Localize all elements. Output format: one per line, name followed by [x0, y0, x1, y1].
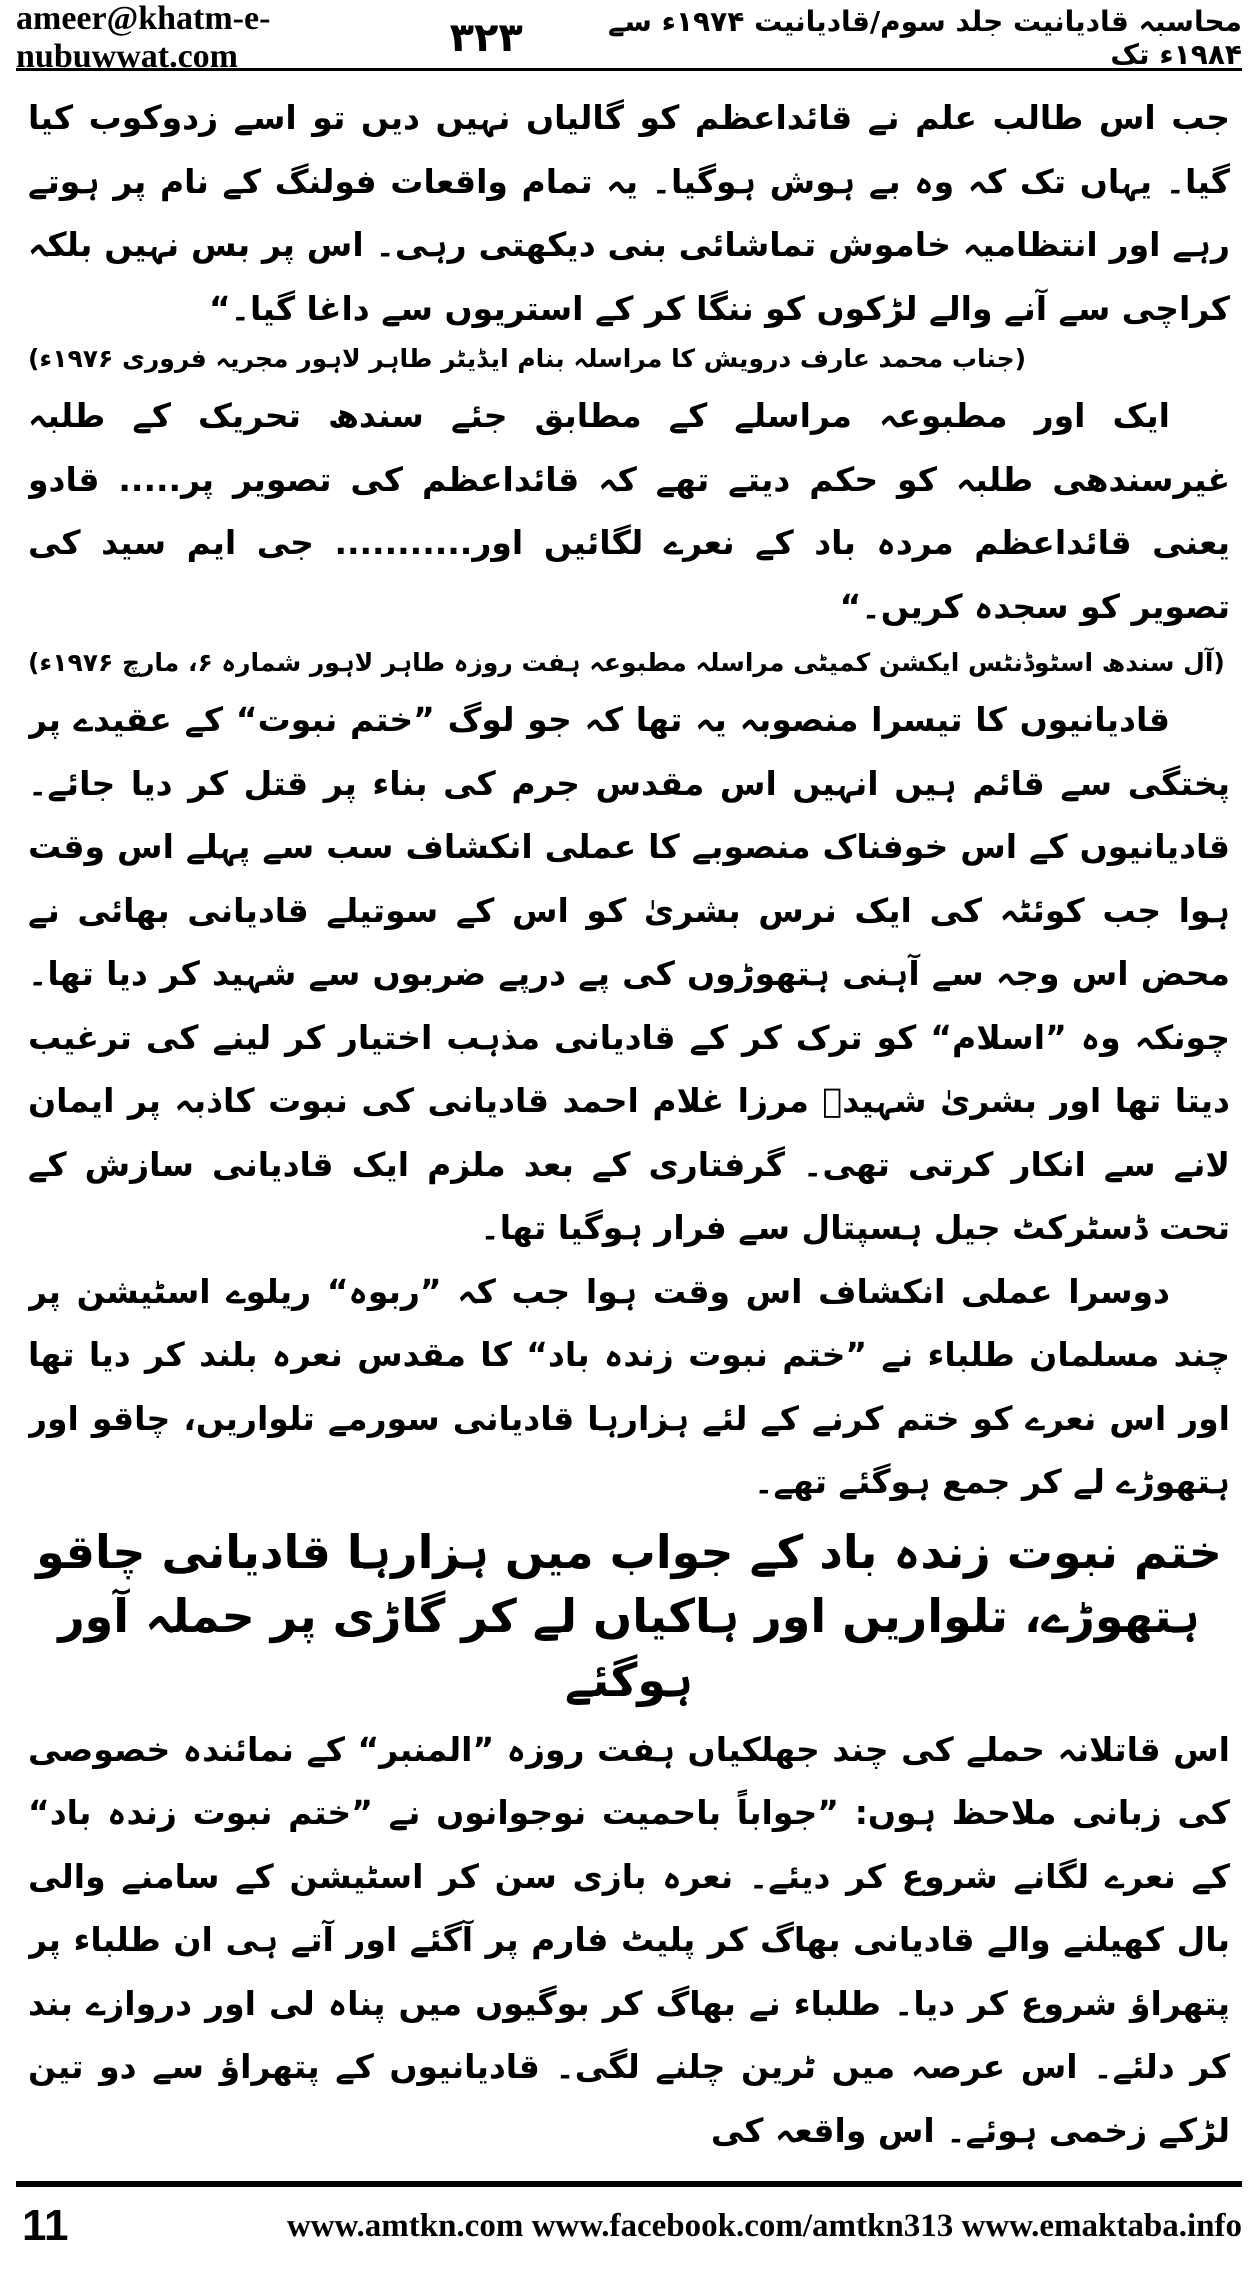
- paragraph-1: جب اس طالب علم نے قائداعظم کو گالیاں نہیں دیں تو اسے زدوکوب کیا گیا۔ یہاں تک کہ وہ بے ہوش ہوگیا۔ یہ تمام واقعات فولنگ کے نام پر ہوتے رہے اور انتظامیہ خاموش تماشائی بنی دیکھتی رہی۔ اس پر بس نہیں بلکہ کراچی سے آنے والے لڑکوں کو ننگا کر کے استریوں سے داغا گیا۔“: [28, 98, 1230, 328]
- footer-links[interactable]: www.amtkn.com www.facebook.com/amtkn313 www.emaktaba.info: [286, 2207, 1242, 2244]
- header-title-group: [450, 5, 1242, 71]
- footer-page-number: 11: [22, 2201, 69, 2250]
- paragraph-2: ایک اور مطبوعہ مراسلے کے مطابق جئے سندھ تحریک کے طلبہ غیرسندھی طلبہ کو حکم دیتے تھے کہ قائداعظم کی تصویر پر..... قادو یعنی قائداعظم مردہ باد کے نعرے لگائیں اور........... جی ایم سید کی تصویر کو سجدہ کریں۔“: [28, 396, 1230, 626]
- section-heading: ختم نبوت زندہ باد کے جواب میں ہزارہا قادیانی چاقو ہتھوڑے، تلواریں اور ہاکیاں لے کر گاڑی پر حملہ آور ہوگئے: [36, 1524, 1222, 1707]
- page-number: ۳۲۳: [449, 15, 523, 61]
- book-title: محاسبہ قادیانیت جلد سوم/قادیانیت ۱۹۷۴ء سے ۱۹۸۴ء تک: [607, 5, 1242, 71]
- page-header: [16, 0, 1242, 75]
- page-footer: [16, 2181, 1242, 2265]
- header-email[interactable]: ameer@khatm-e-nubuwwat.com: [16, 0, 271, 75]
- paragraph-3: قادیانیوں کا تیسرا منصوبہ یہ تھا کہ جو لوگ ”ختم نبوت“ کے عقیدے پر پختگی سے قائم ہیں انہیں اس مقدس جرم کی بناء پر قتل کر دیا جائے۔ قادیانیوں کے اس خوفناک منصوبے کا عملی انکشاف سب سے پہلے اس وقت ہوا جب کوئٹہ کی ایک نرس بشریٰ کو اس کے سوتیلے قادیانی بھائی نے محض اس وجہ سے آہنی ہتھوڑوں کی پے درپے ضربوں سے شہید کر دیا تھا۔ چونکہ وہ ”اسلام“ کو ترک کر کے قادیانی مذہب اختیار کر لینے کی ترغیب دیتا تھا اور بشریٰ شہیدؒ مرزا غلام احمد قادیانی کی نبوت کاذبہ پر ایمان لانے سے انکار کرتی تھی۔ گرفتاری کے بعد ملزم ایک قادیانی سازش کے تحت ڈسٹرکٹ جیل ہسپتال سے فرار ہوگیا تھا۔: [28, 700, 1230, 1247]
- paragraph-4: دوسرا عملی انکشاف اس وقت ہوا جب کہ ”ربوہ“ ریلوے اسٹیشن پر چند مسلمان طلباء نے ”ختم نبوت زندہ باد“ کا مقدس نعرہ بلند کر دیا تھا اور اس نعرے کو ختم کرنے کے لئے ہزارہا قادیانی سورمے تلواریں، چاقو اور ہتھوڑے لے کر جمع ہوگئے تھے۔: [28, 1271, 1230, 1501]
- citation-1: (جناب محمد عارف درویش کا مراسلہ بنام ایڈیٹر طاہر لاہور مجریہ فروری ۱۹۷۶ء): [28, 344, 1027, 373]
- paragraph-5: اس قاتلانہ حملے کی چند جھلکیاں ہفت روزہ ”المنبر“ کے نمائندہ خصوصی کی زبانی ملاحظ ہوں: ”جواباً باحمیت نوجوانوں نے ”ختم نبوت زندہ باد“ کے نعرے لگانے شروع کر دیئے۔ نعرہ بازی سن کر اسٹیشن کے سامنے والی بال کھیلنے والے قادیانی بھاگ کر پلیٹ فارم پر آگئے اور آتے ہی ان طلباء پر پتھراؤ شروع کر دیا۔ طلباء نے بھاگ کر بوگیوں میں پناہ لی اور دروازے بند کر دلئے۔ اس عرصہ میں ٹرین چلنے لگی۔ قادیانیوں کے پتھراؤ سے دو تین لڑکے زخمی ہوئے۔ اس واقعہ کی: [28, 1729, 1230, 2150]
- page-body: [28, 86, 1230, 2161]
- citation-2: (آل سندھ اسٹوڈنٹس ایکشن کمیٹی مراسلہ مطبوعہ ہفت روزہ طاہر لاہور شمارہ ۶، مارچ ۱۹۷۶ء): [28, 648, 1225, 677]
